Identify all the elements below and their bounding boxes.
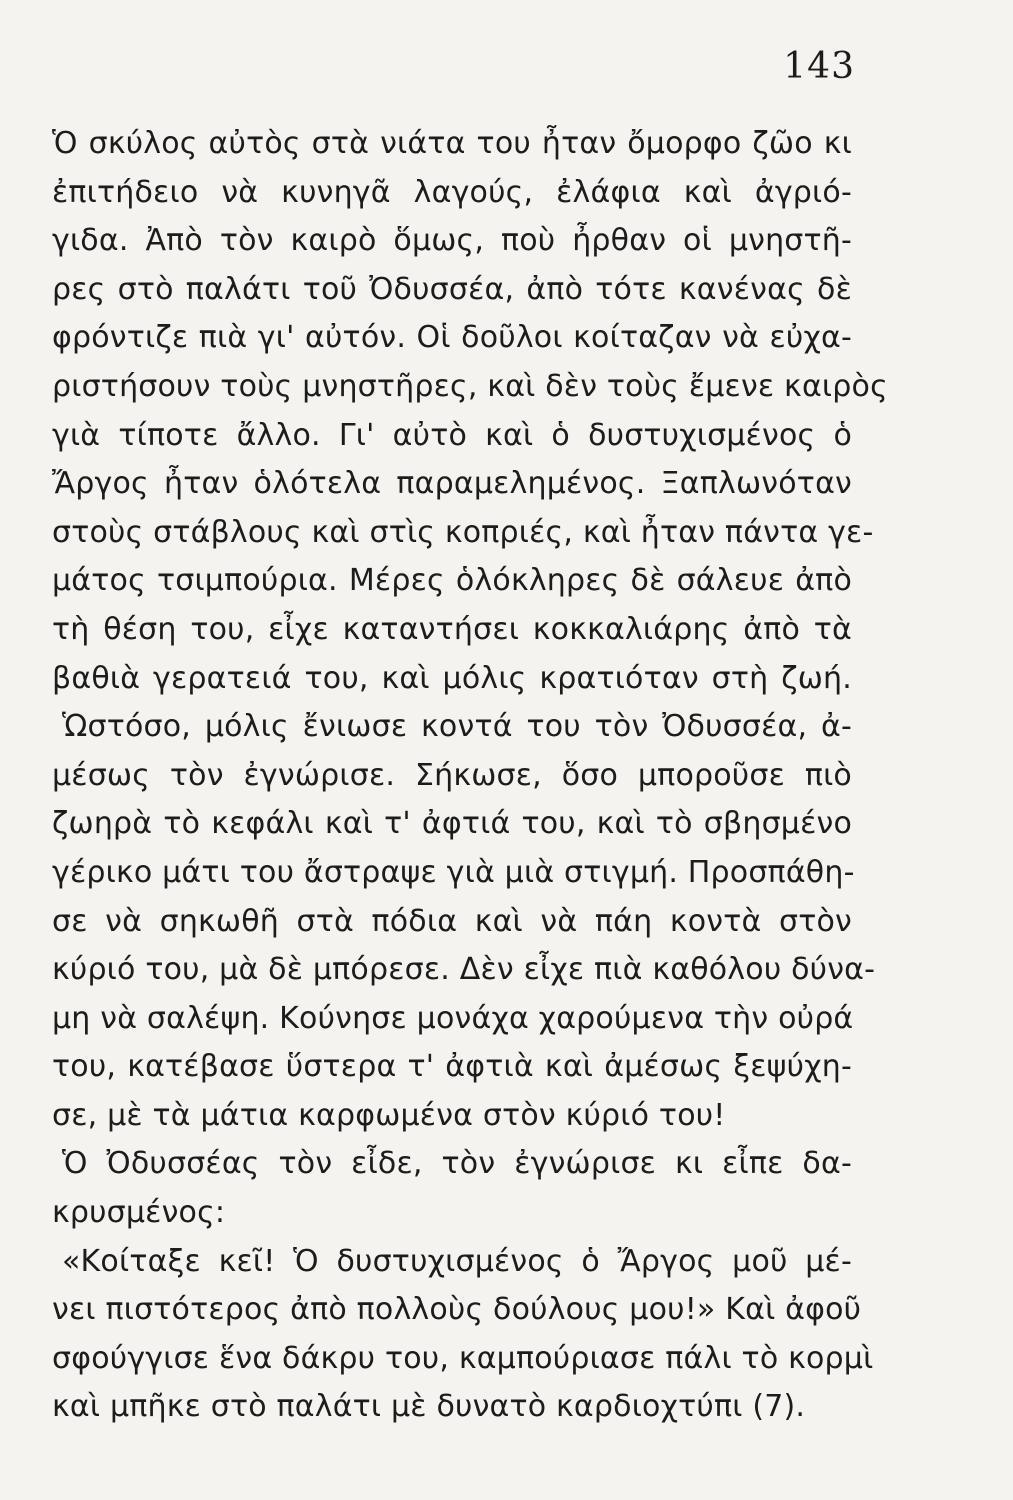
- text-line: ρες στὸ παλάτι τοῦ Ὀδυσσέα, ἀπὸ τότε κανένας δὲ: [52, 271, 852, 307]
- text-line: Ὁ Ὀδυσσέας τὸν εἶδε, τὸν ἐγνώρισε κι εἶπε δα-: [62, 1146, 852, 1182]
- text-line: σφούγγισε ἕνα δάκρυ του, καμπούριασε πάλι τὸ κορμὶ: [52, 1340, 874, 1376]
- text-line: φρόντιζε πιὰ γι' αὐτόν. Οἱ δοῦλοι κοίταζαν νὰ εὐχα-: [52, 320, 852, 356]
- text-line: ζωηρὰ τὸ κεφάλι καὶ τ' ἀφτιά του, καὶ τὸ σβησμένο: [52, 806, 852, 842]
- text-line: τὴ θέση του, εἶχε καταντήσει κοκκαλιάρης ἀπὸ τὰ: [52, 611, 852, 647]
- text-line: μέσως τὸν ἐγνώρισε. Σήκωσε, ὅσο μποροῦσε πιὸ: [52, 757, 852, 793]
- text-line: μάτος τσιμπούρια. Μέρες ὁλόκληρες δὲ σάλευε ἀπὸ: [52, 563, 852, 599]
- page-number: 143: [783, 46, 855, 87]
- text-line: σε, μὲ τὰ μάτια καρφωμένα στὸν κύριό του!: [52, 1097, 726, 1133]
- text-line: γέρικο μάτι του ἄστραψε γιὰ μιὰ στιγμή. Προσπάθη-: [52, 854, 855, 890]
- text-line: κύριό του, μὰ δὲ μπόρεσε. Δὲν εἶχε πιὰ καθόλου δύνα-: [52, 952, 876, 988]
- text-line: στοὺς στάβλους καὶ στὶς κοπριές, καὶ ἦταν πάντα γε-: [52, 514, 874, 550]
- text-line: κρυσμένος:: [52, 1195, 226, 1231]
- text-line: μη νὰ σαλέψη. Κούνησε μονάχα χαρούμενα τὴν οὐρά: [52, 1000, 854, 1036]
- text-line: γιὰ τίποτε ἄλλο. Γι' αὐτὸ καὶ ὁ δυστυχισμένος ὁ: [52, 417, 852, 453]
- text-line: Ὡστόσο, μόλις ἔνιωσε κοντά του τὸν Ὀδυσσέα, ἀ-: [62, 709, 852, 745]
- text-line: «Κοίταξε κεῖ! Ὁ δυστυχισμένος ὁ Ἄργος μοῦ μέ-: [62, 1243, 852, 1279]
- text-line: καὶ μπῆκε στὸ παλάτι μὲ δυνατὸ καρδιοχτύπι (7).: [52, 1389, 806, 1425]
- text-line: σε νὰ σηκωθῆ στὰ πόδια καὶ νὰ πάη κοντὰ στὸν: [52, 903, 852, 939]
- text-line: ἐπιτήδειο νὰ κυνηγᾶ λαγούς, ἐλάφια καὶ ἀγριό-: [52, 174, 852, 210]
- body-text: [52, 120, 888, 1432]
- text-line: γιδα. Ἀπὸ τὸν καιρὸ ὅμως, ποὺ ἦρθαν οἱ μνηστῆ-: [52, 223, 852, 259]
- text-line: Ἄργος ἦταν ὁλότελα παραμελημένος. Ξαπλωνόταν: [52, 466, 852, 502]
- text-line: του, κατέβασε ὕστερα τ' ἀφτιὰ καὶ ἀμέσως ξεψύχη-: [52, 1049, 852, 1085]
- text-line: νει πιστότερος ἀπὸ πολλοὺς δούλους μου!» Καὶ ἀφοῦ: [52, 1292, 862, 1328]
- text-line: Ὁ σκύλος αὐτὸς στὰ νιάτα του ἦταν ὄμορφο ζῶο κι: [52, 126, 852, 161]
- text-line: ριστήσουν τοὺς μνηστῆρες, καὶ δὲν τοὺς ἔμενε καιρὸς: [52, 368, 888, 404]
- text-line: βαθιὰ γερατειά του, καὶ μόλις κρατιόταν στὴ ζωή.: [52, 660, 852, 696]
